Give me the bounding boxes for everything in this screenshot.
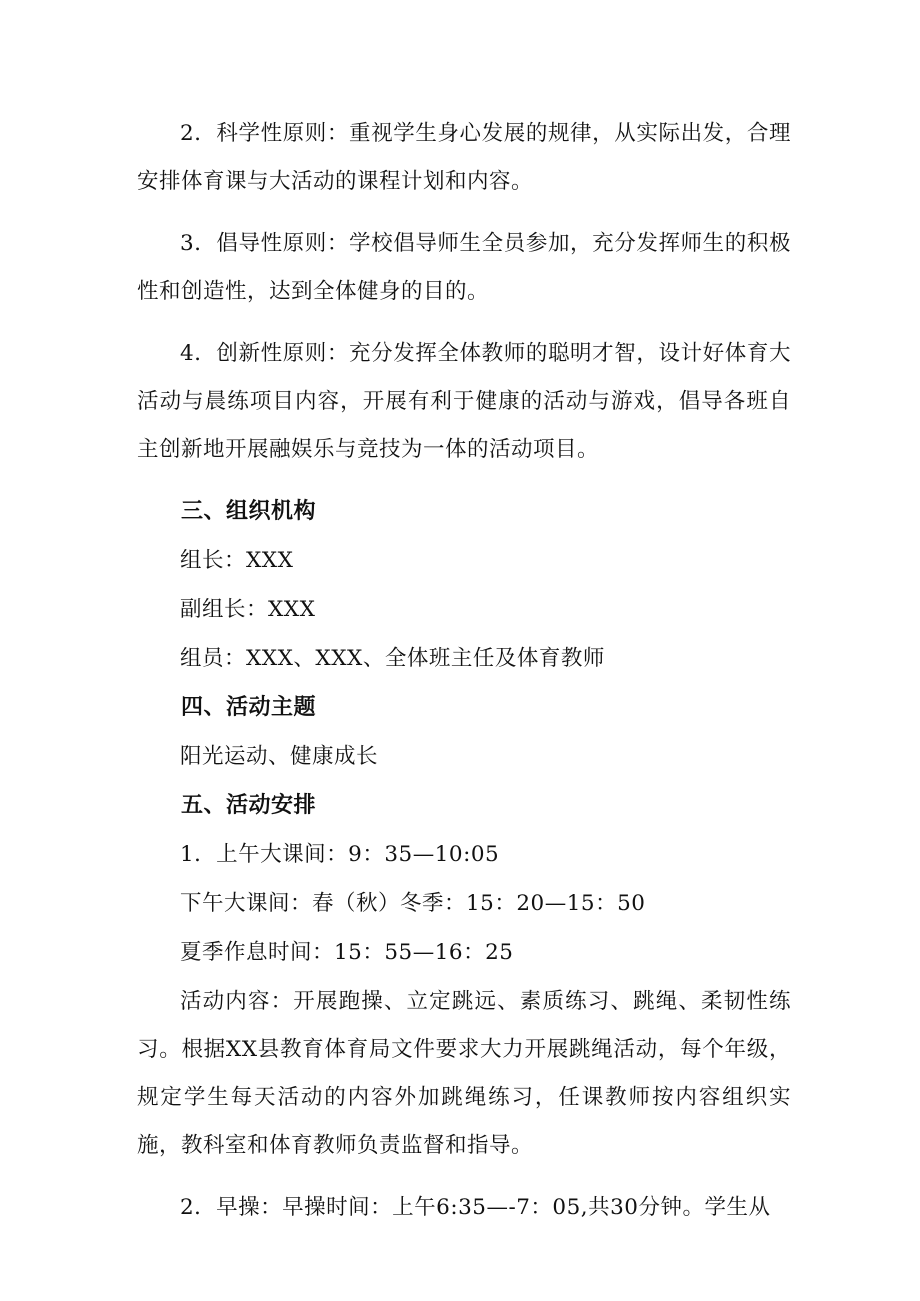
principle-advocacy: 3．倡导性原则：学校倡导师生全员参加，充分发挥师生的积极性和创造性，达到全体健身的目的。 (137, 231, 791, 304)
activity-theme: 阳光运动、健康成长 (180, 744, 379, 769)
morning-exercise: 2．早操：早操时间：上午6:35—-7：05,共30分钟。学生从 (180, 1195, 771, 1220)
org-leader: 组长：XXX (180, 548, 294, 573)
morning-break-time: 1．上午大课间：9：35—10:05 (180, 842, 500, 867)
document-body (137, 110, 791, 1233)
section-heading-organization: 三、组织机构 (181, 499, 317, 524)
activity-content: 活动内容：开展跑操、立定跳远、素质练习、跳绳、柔韧性练习。根据XX县教育体育局文件要求大力开展跳绳活动，每个年级，规定学生每天活动的内容外加跳绳练习，任课教师按内容组织实施，教科室和体育教师负责监督和指导。 (137, 989, 791, 1158)
org-deputy-leader: 副组长：XXX (180, 597, 316, 622)
section-heading-theme: 四、活动主题 (181, 695, 317, 720)
org-members: 组员：XXX、XXX、全体班主任及体育教师 (180, 646, 605, 671)
afternoon-break-time: 下午大课间：春（秋）冬季：15：20—15：50 (180, 891, 646, 916)
principle-innovation: 4．创新性原则：充分发挥全体教师的聪明才智，设计好体育大活动与晨练项目内容，开展有利于健康的活动与游戏，倡导各班自主创新地开展融娱乐与竞技为一体的活动项目。 (137, 341, 791, 462)
summer-schedule-time: 夏季作息时间：15：55—16：25 (180, 940, 514, 965)
principle-scientific: 2．科学性原则：重视学生身心发展的规律，从实际出发，合理安排体育课与大活动的课程计划和内容。 (137, 121, 791, 194)
section-heading-schedule: 五、活动安排 (181, 793, 317, 818)
